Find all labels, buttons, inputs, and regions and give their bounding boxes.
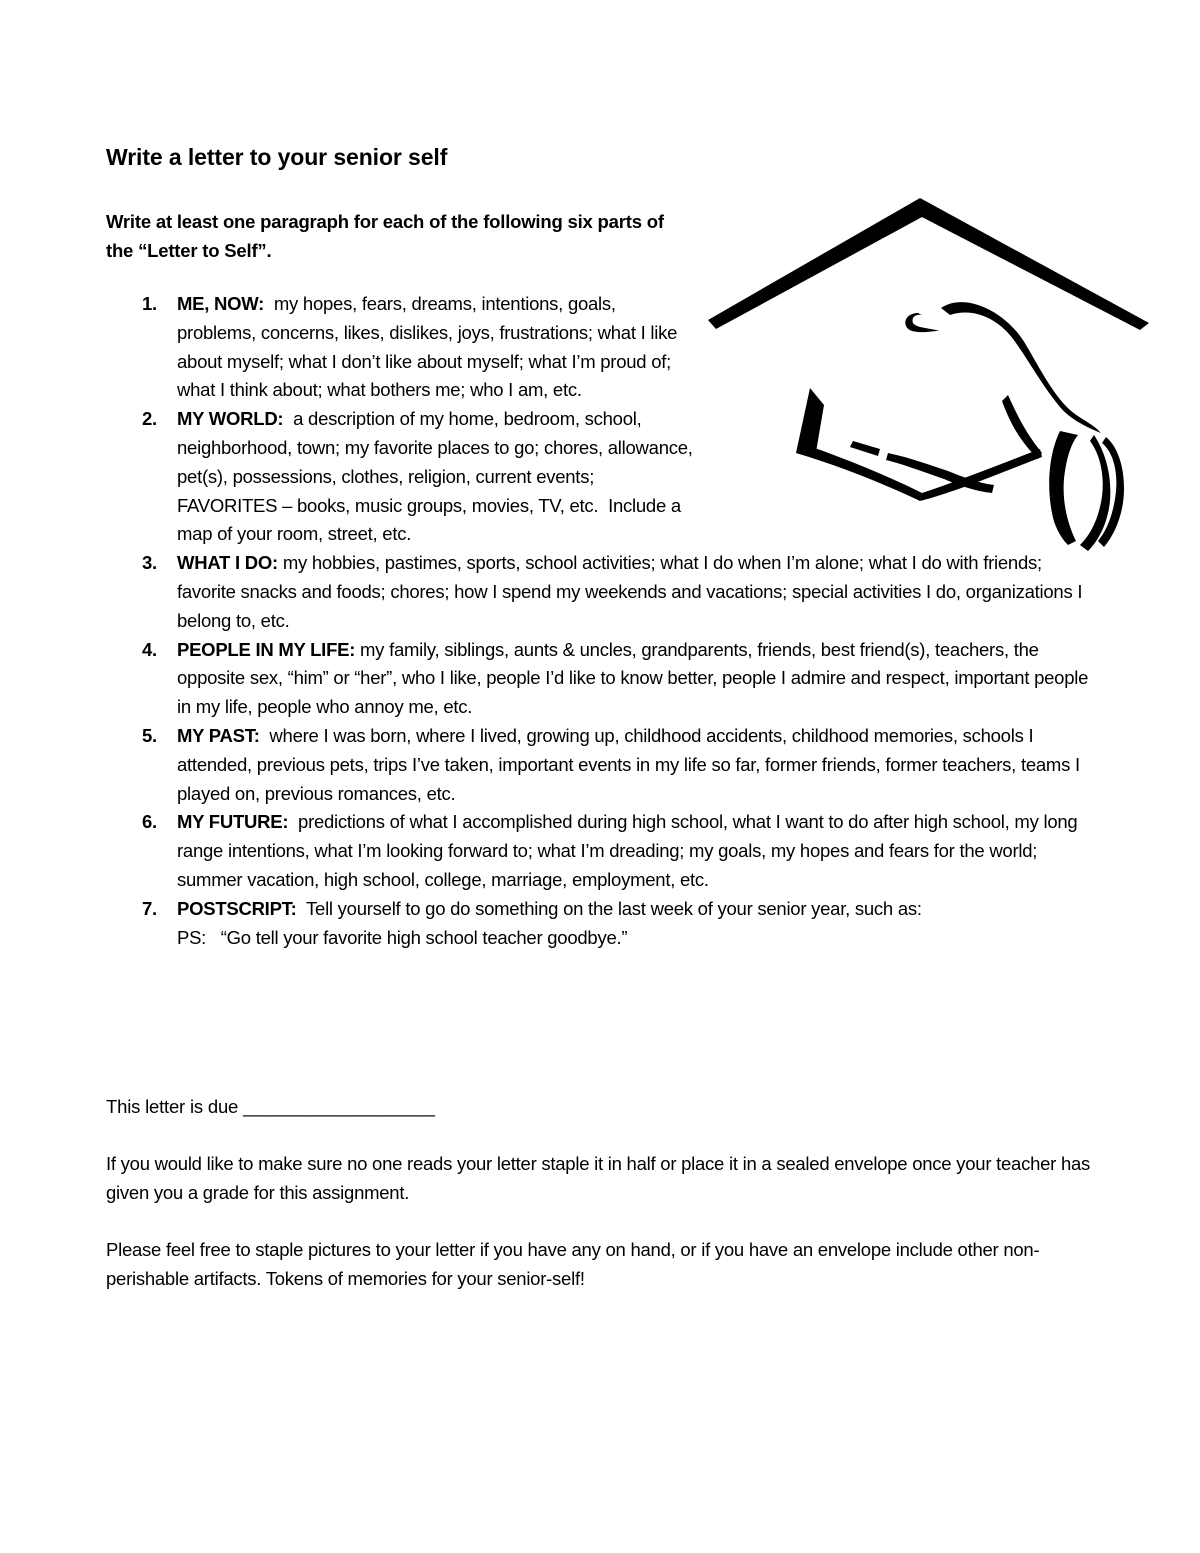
- list-item-text: my hobbies, pastimes, sports, school activities; what I do when I’m alone; what I do with friends; favorite snacks and foods; chores; how I spend my weekends and vacations; special activities I do, organizations I belong to, etc.: [177, 552, 1088, 631]
- list-item-text: Tell yourself to go do something on the last week of your senior year, such as:: [296, 897, 922, 919]
- list-item-label: WHAT I DO:: [177, 552, 278, 574]
- privacy-note: If you would like to make sure no one reads your letter staple it in half or place it in a sealed envelope once your teacher has given you a grade for this assignment.: [106, 1153, 1091, 1203]
- list-item-text: a description of my home, bedroom, school, neighborhood, town; my favorite places to go; chores, allowance, pet(s), possessions, clothes, religion, current events; FAVORITES – books, music groups, movies, TV, etc. Include a map of your room, street, etc.: [177, 408, 698, 545]
- list-item-number: 3.: [142, 552, 157, 574]
- list-item-text: predictions of what I accomplished during high school, what I want to do after high school, my long range intentions, what I’m looking forward to; what I’m dreading; my goals, my hopes and fears for the world; summer vacation, high school, college, marriage, employment, etc.: [177, 811, 1083, 890]
- list-item: [106, 895, 1097, 953]
- list-item-number: 4.: [142, 638, 157, 660]
- list-item-label: MY WORLD:: [177, 408, 284, 430]
- list-item: [106, 549, 1097, 635]
- letter-parts-list: [106, 290, 1097, 952]
- list-item: [106, 636, 1097, 722]
- list-item-label: MY PAST:: [177, 724, 260, 746]
- intro-instructions: Write at least one paragraph for each of the following six parts of the “Letter to Self”.: [106, 211, 664, 261]
- list-item-text: where I was born, where I lived, growing up, childhood accidents, childhood memories, schools I attended, previous pets, trips I’ve taken, important events in my life so far, former friends, former teachers, teams I played on, previous romances, etc.: [177, 724, 1085, 804]
- list-item-label: PEOPLE IN MY LIFE:: [177, 638, 356, 660]
- list-item-label: ME, NOW:: [177, 293, 265, 314]
- due-date-line: This letter is due ___________________: [106, 1096, 435, 1117]
- list-item-number: 2.: [142, 408, 157, 430]
- list-item-number: 5.: [142, 724, 157, 746]
- postscript-example: PS: “Go tell your favorite high school teacher goodbye.”: [177, 926, 628, 948]
- list-item-number: 6.: [142, 811, 157, 833]
- list-item: [106, 722, 1097, 808]
- list-item: [106, 808, 1097, 894]
- list-item-text: my family, siblings, aunts & uncles, grandparents, friends, best friend(s), teachers, the opposite sex, “him” or “her”, who I like, people I’d like to know better, people I admire and respect, important people in my life, people who annoy me, etc.: [177, 638, 1094, 718]
- list-item: [106, 405, 697, 549]
- list-item-text: my hopes, fears, dreams, intentions, goals, problems, concerns, likes, dislikes, joys, frustrations; what I like about myself; what I don’t like about myself; what I’m proud of; what I think about; what bothers me; who I am, etc.: [177, 293, 683, 401]
- list-item-label: MY FUTURE:: [177, 811, 289, 833]
- list-item-label: POSTSCRIPT:: [177, 897, 297, 919]
- list-item: [106, 290, 697, 405]
- list-item-number: 1.: [142, 293, 157, 314]
- attachments-note: Please feel free to staple pictures to your letter if you have any on hand, or if you have an envelope include other non-perishable artifacts. Tokens of memories for your senior-self!: [106, 1239, 1040, 1289]
- list-item-number: 7.: [142, 897, 157, 919]
- page-title: Write a letter to your senior self: [106, 144, 448, 170]
